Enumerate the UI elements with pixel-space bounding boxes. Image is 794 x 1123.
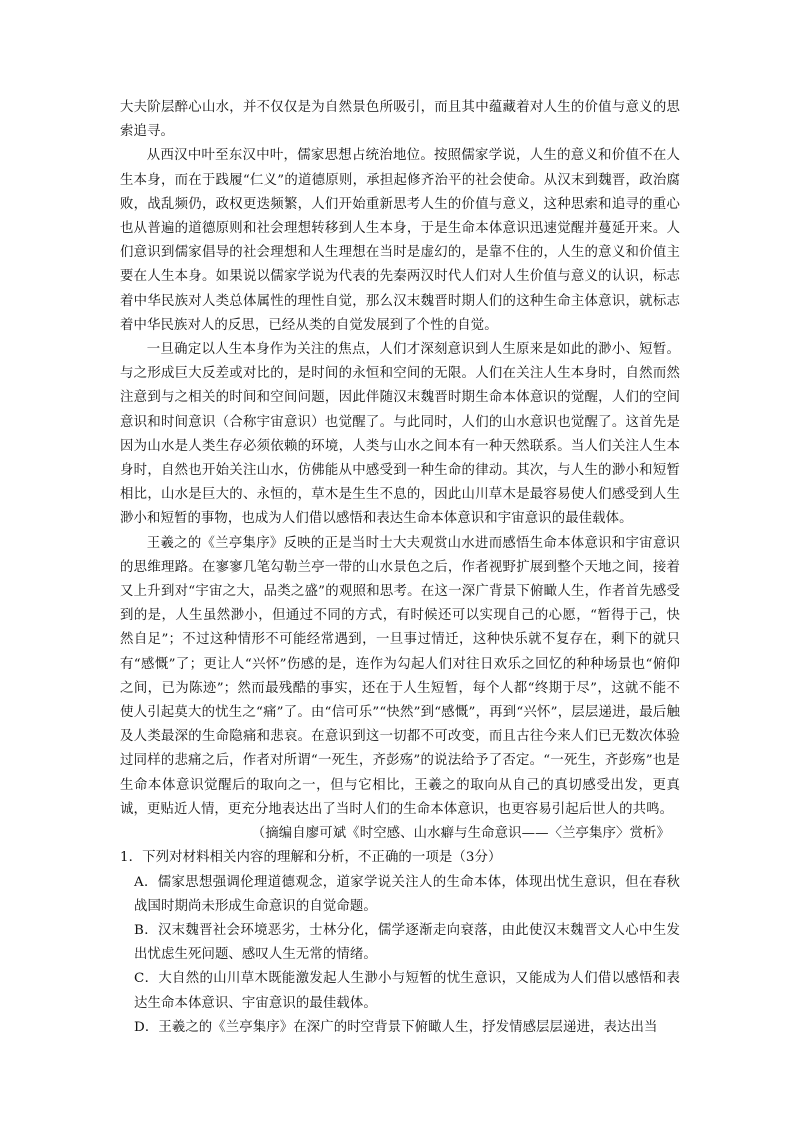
document-page bbox=[120, 96, 680, 1040]
article-source-citation: （摘编自廖可斌《时空感、山水癖与生命意识——〈兰亭集序〉赏析》 bbox=[251, 826, 670, 842]
question-stem: 1．下列对材料相关内容的理解和分析，不正确的一项是（3分） bbox=[120, 850, 502, 866]
question-option-d: D．王羲之的《兰亭集序》在深广的时空背景下俯瞰人生，抒发情感层层递进，表达出当 bbox=[134, 1019, 658, 1035]
article-paragraph-4: 王羲之的《兰亭集序》反映的正是当时士大夫观赏山水进而感悟生命本体意识和宇宙意识的思维理路。在寥寥几笔勾勒兰亭一带的山水景色之后，作者视野扩展到整个天地之间，接着又上升到对“宇宙之大，品类之盛”的观照和思考。在这一深广背景下俯瞰人生，作者首先感受到的是，人生虽然渺小，但通过不同的方式，有时候还可以实现自己的心愿，“暂得于己，快然自足”；不过这种情形不可能经常遇到，一旦事过情迁，这种快乐就不复存在，剩下的就只有“感慨”了；更让人“兴怀”伤感的是，连作为勾起人们对往日欢乐之回忆的种种场景也“俯仰之间，已为陈迹”；然而最残酷的事实，还在于人生短暂，每个人都“终期于尽”，这就不能不使人引起莫大的忧生之“痛”了。由“信可乐”“快然”到“感慨”，再到“兴怀”，层层递进，最后触及人类最深的生命隐痛和悲哀。在意识到这一切都不可改变，而且古往今来人们已无数次体验过同样的悲痛之后，作者对所谓“一死生，齐彭殇”的说法给予了否定。“一死生，齐彭殇”也是生命本体意识觉醒后的取向之一，但与它相比，王羲之的取向从自己的真切感受出发，更真诚，更贴近人情，更充分地表达出了当时人们的生命本体意识，也更容易引起后世人的共鸣。 bbox=[120, 535, 680, 817]
question-option-b: B．汉末魏晋社会环境恶劣，士林分化，儒学逐渐走向衰落，由此使汉末魏晋文人心中生发出忧虑生死问题、感叹人生无常的情绪。 bbox=[134, 922, 680, 963]
question-option-c: C．大自然的山川草木既能激发起人生渺小与短暂的忧生意识，又能成为人们借以感悟和表达生命本体意识、宇宙意识的最佳载体。 bbox=[134, 971, 680, 1011]
article-paragraph-1: 大夫阶层醉心山水，并不仅仅是为自然景色所吸引，而且其中蕴藏着对人生的价值与意义的思索追寻。 bbox=[120, 100, 680, 140]
question-option-a: A．儒家思想强调伦理道德观念，道家学说关注人的生命本体，体现出忧生意识，但在春秋战国时期尚未形成生命意识的自觉命题。 bbox=[134, 874, 680, 914]
article-paragraph-3: 一旦确定以人生本身作为关注的焦点，人们才深刻意识到人生原来是如此的渺小、短暂。与之形成巨大反差或对比的，是时间的永恒和空间的无限。人们在关注人生本身时，自然而然注意到与之相关的时间和空间问题，因此伴随汉末魏晋时期生命本体意识的觉醒，人们的空间意识和时间意识（合称宇宙意识）也觉醒了。与此同时，人们的山水意识也觉醒了。这首先是因为山水是人类生存必须依赖的环境，人类与山水之间本有一种天然联系。当人们关注人生本身时，自然也开始关注山水，仿佛能从中感受到一种生命的律动。其次，与人生的渺小和短暂相比，山水是巨大的、永恒的，草木是生生不息的，因此山川草木是最容易使人们感受到人生渺小和短暂的事物，也成为人们借以感悟和表达生命本体意识和宇宙意识的最佳载体。 bbox=[120, 342, 680, 527]
article-paragraph-2: 从西汉中叶至东汉中叶，儒家思想占统治地位。按照儒家学说，人生的意义和价值不在人生本身，而在于践履“仁义”的道德原则，承担起修齐治平的社会使命。从汉末到魏晋，政治腐败，战乱频仍，政权更迭频繁，人们开始重新思考人生的价值与意义，这种思索和追寻的重心也从普遍的道德原则和社会理想转移到人生本身，于是生命本体意识迅速觉醒并蔓延开来。人们意识到儒家倡导的社会理想和人生理想在当时是虚幻的，是靠不住的，人生的意义和价值主要在人生本身。如果说以儒家学说为代表的先秦两汉时代人们对人生价值与意义的认识，标志着中华民族对人类总体属性的理性自觉，那么汉末魏晋时期人们的这种生命主体意识，就标志着中华民族对人的反思，已经从类的自觉发展到了个性的自觉。 bbox=[120, 148, 680, 333]
